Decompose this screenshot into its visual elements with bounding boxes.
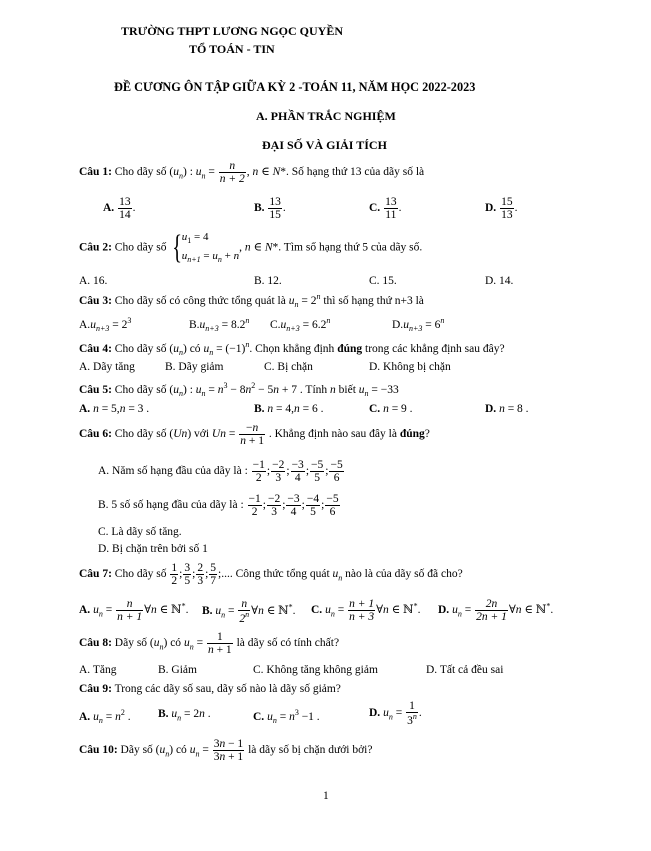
q1-option-d[interactable]: D. $\frac{15}{13}$ . (485, 196, 518, 222)
q3-option-d[interactable]: $D.u_{n+3} = 6^n$ (392, 316, 445, 334)
q6-option-c[interactable]: C. Là dãy số tăng. (98, 526, 182, 538)
q9-option-b[interactable]: B. $u_n = 2n$ . (158, 708, 211, 723)
q7-option-c[interactable]: C. $u_n$ = $\frac{n + 1}{n + 3}$ ∀n ∈ ℕ*. (311, 598, 421, 624)
q9-option-c[interactable]: C. $u_n = n^3 -1$ . (253, 708, 320, 726)
school-name: TRƯỜNG THPT LƯƠNG NGỌC QUYỀN (121, 24, 344, 38)
q8-option-b[interactable]: B. Giảm (158, 664, 197, 676)
q8-option-a[interactable]: A. Tăng (79, 664, 117, 676)
q4-option-a[interactable]: A. Dãy tăng (79, 361, 135, 373)
question-4: Câu 4: Cho dãy số $(u_n)$ có $u_n = (-1)^n$. Chọn khẳng định đúng trong các khẳng định sau đây? (79, 340, 505, 358)
question-2: Câu 2: Cho dãy số {$u_1 = 4$ $u_{n+1} = u_n + n$, n ∈ N*. Tìm số hạng thứ 5 của dãy số. (79, 228, 423, 266)
q7-option-d[interactable]: D. $u_n$ = $\frac{2n}{2n + 1}$ ∀n ∈ ℕ*. (438, 598, 554, 624)
q4-option-b[interactable]: B. Dãy giảm (165, 361, 224, 373)
q3-options[interactable]: $A.u_{n+3} = 2^3$ (79, 316, 132, 334)
q2-option-a[interactable]: A. 16. (79, 275, 108, 287)
q3-option-c[interactable]: $C.u_{n+3} = 6.2^n$ (270, 316, 331, 334)
document-title: ĐỀ CƯƠNG ÔN TẬP GIỮA KỲ 2 -TOÁN 11, NĂM HỌC 2022-2023 (114, 80, 476, 94)
q6-option-a[interactable]: A. Năm số hạng đầu của dãy là : $\frac{-1}{2}$ ; $\frac{-2}{3}$ ; $\frac{-3}{4}$ ; $\frac{-5}{5}$ ; $\frac{-5}{6}$ (98, 459, 343, 485)
q5-option-b[interactable]: B. n = 4,n = 6 . (254, 403, 324, 415)
question-9: Câu 9: Trong các dãy số sau, dãy số nào là dãy số giảm? (79, 683, 341, 695)
question-7: Câu 7: Cho dãy số $\frac{1}{2}$ ; $\frac{3}{5}$ ; $\frac{2}{3}$ ; $\frac{5}{7}$ ;.... Công thức tổng quát $u_n$ nào là của dãy số đã cho? (79, 562, 463, 588)
q8-option-c[interactable]: C. Không tăng không giảm (253, 664, 378, 676)
section-heading: A. PHẦN TRẮC NGHIỆM (256, 109, 396, 123)
question-3: Câu 3: Cho dãy số có công thức tổng quát là $u_n = 2^n$ thì số hạng thứ n+3 là (79, 292, 424, 310)
q2-option-d[interactable]: D. 14. (485, 275, 514, 287)
q8-option-d[interactable]: D. Tất cả đều sai (426, 664, 504, 676)
q9-option-d[interactable]: D. $u_n$ = $\frac{1}{3^n}$ . (369, 700, 422, 727)
subsection-heading: ĐẠI SỐ VÀ GIẢI TÍCH (262, 138, 387, 152)
q7-option-b[interactable]: B. $u_n$ = $\frac{n}{2^n}$ ∀n ∈ ℕ*. (202, 598, 296, 625)
page-number: 1 (323, 790, 329, 802)
q9-option-a[interactable]: A. $u_n = n^2$ . (79, 708, 131, 726)
q5-option-a[interactable]: A. n = 5,n = 3 . (79, 403, 150, 415)
question-6: Câu 6: Cho dãy số (Un) với Un = $\frac{-n}{n + 1}$ . Khẳng định nào sau đây là đúng? (79, 422, 430, 448)
q2-option-b[interactable]: B. 12. (254, 275, 282, 287)
question-1: Câu 1: Cho dãy số $(u_n)$ : $u_n$ = $\frac{n}{n + 2}$ , n ∈ N*. Số hạng thứ 13 của dãy số là (79, 160, 425, 186)
q1-option-b[interactable]: B. $\frac{13}{15}$ . (254, 196, 286, 222)
question-10: Câu 10: Dãy số $(u_n)$ có $u_n$ = $\frac{3n - 1}{3n + 1}$ là dãy số bị chặn dưới bởi? (79, 738, 373, 764)
q5-option-c[interactable]: C. n = 9 . (369, 403, 413, 415)
q6-option-d[interactable]: D. Bị chặn trên bởi số 1 (98, 543, 208, 555)
q6-option-b[interactable]: B. 5 số số hạng đầu của dãy là : $\frac{-1}{2}$ ; $\frac{-2}{3}$ ; $\frac{-3}{4}$ ; $\frac{-4}{5}$ ; $\frac{-5}{6}$ (98, 493, 339, 519)
q5-option-d[interactable]: D. n = 8 . (485, 403, 529, 415)
q1-option-a[interactable]: A. $\frac{13}{14}$ . (103, 196, 136, 222)
q4-option-d[interactable]: D. Không bị chặn (369, 361, 451, 373)
question-label: Câu 1: (79, 166, 112, 179)
q4-option-c[interactable]: C. Bị chặn (264, 361, 313, 373)
q2-option-c[interactable]: C. 15. (369, 275, 397, 287)
q1-option-c[interactable]: C. $\frac{13}{11}$ . (369, 196, 402, 222)
q3-option-b[interactable]: $B.u_{n+3} = 8.2^n$ (189, 316, 250, 334)
question-8: Câu 8: Dãy số $(u_n)$ có $u_n$ = $\frac{1}{n + 1}$ là dãy số có tính chất? (79, 631, 340, 657)
question-5: Câu 5: Cho dãy số $(u_n)$ : $u_n = n^3 - 8n^2 - 5n + 7$ . Tính n biết $u_n = -33$ (79, 381, 399, 399)
department-name: TỔ TOÁN - TIN (189, 42, 275, 56)
q7-option-a[interactable]: A. $u_n$ = $\frac{n}{n + 1}$ ∀n ∈ ℕ*. (79, 598, 189, 624)
